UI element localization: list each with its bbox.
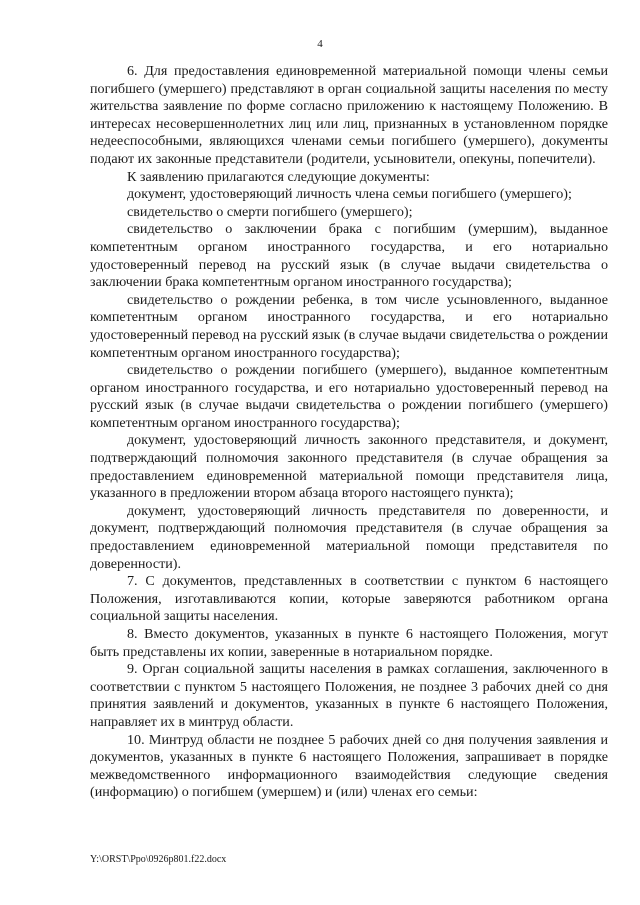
list-item-death-certificate: свидетельство о смерти погибшего (умершего);: [127, 203, 413, 220]
page-number: 4: [317, 38, 323, 50]
list-item-marriage-certificate: свидетельство о заключении брака с погибшим (умершим), выданное компетентным органом иностранного государства, и его нотариально удостоверенный перевод на русский язык (в случае выдачи свидетельства о заключении брака компетентным органом иностранного государства);: [90, 221, 608, 291]
paragraph-item-7: 7. С документов, представленных в соответствии с пунктом 6 настоящего Положения, изготавливаются копии, которые заверяются работником органа социальной защиты населения.: [90, 573, 608, 625]
paragraph-item-6: 6. Для предоставления единовременной материальной помощи члены семьи погибшего (умершего) представляют в орган социальной защиты населения по месту жительства заявление по форме согласно приложению к настоящему Положению. В интересах несовершеннолетних лиц или лиц, признанных в установленном порядке недееспособными, являющихся членами семьи погибшего (умершего), документы подают их законные представители (родители, усыновители, опекуны, попечители).: [90, 63, 608, 167]
paragraph-item-9: 9. Орган социальной защиты населения в рамках соглашения, заключенного в соответствии с пунктом 5 настоящего Положения, не позднее 3 рабочих дней со дня принятия заявлений и документов, указанных в пункте 6 настоящего Положения, направляет их в минтруд области.: [90, 661, 608, 730]
paragraph-documents-intro: К заявлению прилагаются следующие документы:: [127, 168, 430, 185]
list-item-child-birth-certificate: свидетельство о рождении ребенка, в том числе усыновленного, выданное компетентным органом иностранного государства, и его нотариально удостоверенный перевод на русский язык (в случае выдачи свидетельства о рождении компетентным органом иностранного государства);: [90, 291, 608, 361]
list-item-legal-representative: документ, удостоверяющий личность законного представителя, и документ, подтверждающий полномочия законного представителя (в случае обращения за предоставлением единовременной материальной помощи представителя лица, указанного в предложении втором абзаца второго настоящего пункта);: [90, 432, 608, 502]
list-item-identity-document: документ, удостоверяющий личность члена семьи погибшего (умершего);: [127, 186, 572, 203]
footer-file-path: Y:\ORST\Ppo\0926p801.f22.docx: [90, 854, 227, 865]
paragraph-item-10: 10. Минтруд области не позднее 5 рабочих дней со дня получения заявления и документов, указанных в пункте 6 настоящего Положения, запрашивает в порядке межведомственного информационного взаимодействия следующие сведения (информацию) о погибшем (умершем) и (или) членах его семьи:: [90, 731, 608, 801]
list-item-deceased-birth-certificate: свидетельство о рождении погибшего (умершего), выданное компетентным органом иностранного государства, и его нотариально удостоверенный перевод на русский язык (в случае выдачи свидетельства о рождении погибшего (умершего) компетентным органом иностранного государства);: [90, 362, 608, 431]
document-body: [90, 63, 608, 802]
list-item-proxy-representative: документ, удостоверяющий личность представителя по доверенности, и документ, подтверждающий полномочия представителя (в случае обращения за предоставлением единовременной материальной помощи представителя по доверенности).: [90, 502, 608, 572]
paragraph-item-8: 8. Вместо документов, указанных в пункте 6 настоящего Положения, могут быть представлены их копии, заверенные в нотариальном порядке.: [90, 626, 608, 660]
